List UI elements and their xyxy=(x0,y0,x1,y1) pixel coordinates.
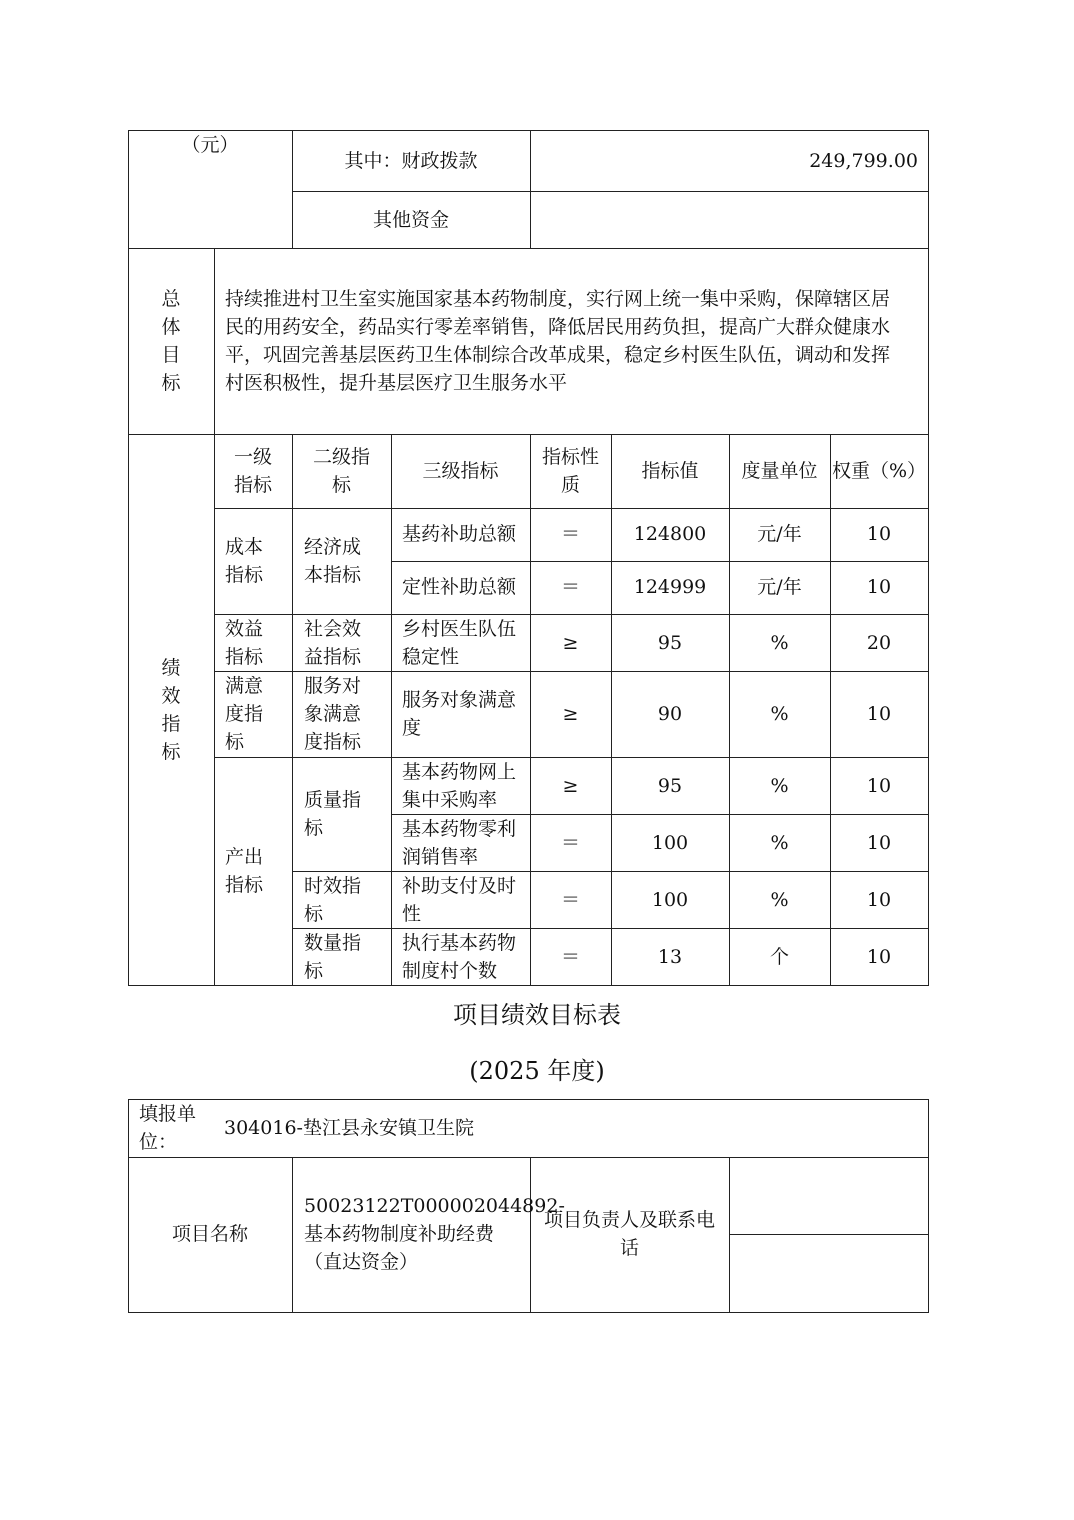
unit-cell: 元/年 xyxy=(757,576,802,598)
unit-cell: % xyxy=(770,889,789,911)
l3-cell: 定性补助总额 xyxy=(402,576,517,598)
goal-label: 总 体 目 标 xyxy=(161,288,181,394)
l2-quantity: 数量指 标 xyxy=(304,932,362,982)
value-cell: 124999 xyxy=(633,576,707,598)
reporting-unit-value: 304016-垫江县永安镇卫生院 xyxy=(224,1117,474,1139)
l1-cost: 成本 指标 xyxy=(225,536,264,586)
nature-cell: ＝ xyxy=(560,889,580,911)
goal-text-line: 平，巩固完善基层医药卫生体制综合改革成果，稳定乡村医生队伍，调动和发挥 xyxy=(225,344,891,366)
l3-cell: 基本药物网上 集中采购率 xyxy=(402,761,517,811)
value-cell: 90 xyxy=(657,703,683,725)
unit-cell: % xyxy=(770,703,789,725)
weight-cell: 10 xyxy=(866,703,892,725)
l2-social: 社会效 益指标 xyxy=(304,618,362,668)
header-level1: 一级 指标 xyxy=(233,446,272,496)
value-cell: 124800 xyxy=(633,523,707,545)
l3-cell: 基药补助总额 xyxy=(402,523,517,545)
unit-cell: % xyxy=(770,775,789,797)
weight-cell: 10 xyxy=(866,576,892,598)
reporting-unit-label: 填报单 位： xyxy=(139,1103,197,1153)
weight-cell: 10 xyxy=(866,946,892,968)
header-level2: 二级指 标 xyxy=(312,446,370,496)
nature-cell: ≥ xyxy=(562,632,579,654)
document-title: 项目绩效目标表 xyxy=(453,1001,621,1029)
goal-text-line: 民的用药安全，药品实行零差率销售，降低居民用药负担，提高广大群众健康水 xyxy=(225,316,891,338)
fiscal-value: 249,799.00 xyxy=(809,150,918,172)
l3-cell: 执行基本药物 制度村个数 xyxy=(402,932,517,982)
unit-cell: % xyxy=(770,832,789,854)
header-level3: 三级指标 xyxy=(422,460,499,482)
header-weight: 权重（%） xyxy=(831,460,927,482)
nature-cell: ≥ xyxy=(562,775,579,797)
goal-text-line: 村医积极性，提升基层医疗卫生服务水平 xyxy=(225,372,568,394)
project-name-value: 50023122T000002044892- 基本药物制度补助经费 （直达资金） xyxy=(304,1195,565,1273)
weight-cell: 10 xyxy=(866,832,892,854)
header-unit: 度量单位 xyxy=(741,460,818,482)
value-cell: 95 xyxy=(657,632,683,654)
l3-cell: 乡村医生队伍 稳定性 xyxy=(402,618,517,668)
header-value: 指标值 xyxy=(641,460,699,482)
project-name-label: 项目名称 xyxy=(171,1223,248,1245)
unit-cell: % xyxy=(770,632,789,654)
nature-cell: ＝ xyxy=(560,832,580,854)
l2-service: 服务对 象满意 度指标 xyxy=(304,675,362,753)
value-cell: 100 xyxy=(651,889,689,911)
weight-cell: 10 xyxy=(866,775,892,797)
perf-label: 绩 效 指 标 xyxy=(161,657,181,763)
value-cell: 100 xyxy=(651,832,689,854)
unit-cell: 元/年 xyxy=(757,523,802,545)
weight-cell: 20 xyxy=(866,632,892,654)
l3-cell: 服务对象满意 度 xyxy=(402,689,517,739)
value-cell: 13 xyxy=(657,946,683,968)
nature-cell: ＝ xyxy=(560,946,580,968)
unit-label: （元） xyxy=(181,134,239,156)
weight-cell: 10 xyxy=(866,523,892,545)
nature-cell: ＝ xyxy=(560,523,580,545)
l2-economic: 经济成 本指标 xyxy=(304,536,362,586)
goal-text-line: 持续推进村卫生室实施国家基本药物制度，实行网上统一集中采购，保障辖区居 xyxy=(225,288,891,310)
weight-cell: 10 xyxy=(866,889,892,911)
nature-cell: ＝ xyxy=(560,576,580,598)
header-nature: 指标性 质 xyxy=(541,446,599,496)
value-cell: 95 xyxy=(657,775,683,797)
l2-quality: 质量指 标 xyxy=(304,789,362,839)
document-year: (2025 年度) xyxy=(469,1057,605,1085)
unit-cell: 个 xyxy=(769,946,789,968)
other-label: 其他资金 xyxy=(372,209,449,231)
l1-output: 产出 指标 xyxy=(225,846,264,896)
l3-cell: 补助支付及时 性 xyxy=(402,875,517,925)
contact-label: 项目负责人及联系电 话 xyxy=(543,1209,715,1259)
nature-cell: ≥ xyxy=(562,703,579,725)
l3-cell: 基本药物零利 润销售率 xyxy=(402,818,517,868)
l2-time: 时效指 标 xyxy=(304,875,362,925)
l1-satisfaction: 满意 度指 标 xyxy=(225,675,264,753)
l1-benefit: 效益 指标 xyxy=(225,618,264,668)
fiscal-label: 其中：财政拨款 xyxy=(344,150,478,172)
